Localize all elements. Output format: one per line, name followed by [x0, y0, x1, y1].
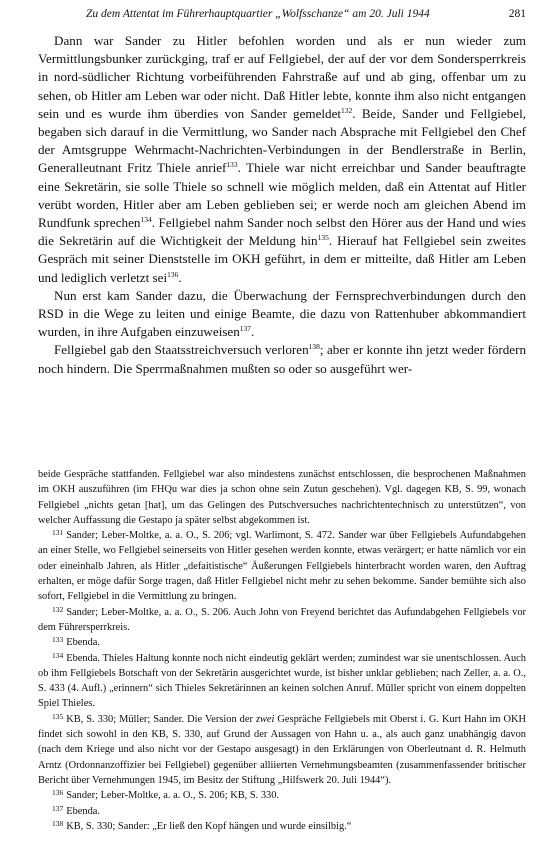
footnote-number: 132 [52, 604, 64, 614]
paragraph-1: Dann war Sander zu Hitler befohlen worden und als er nun wieder zum Vermittlungsbunker zurückging, traf er auf Fellgiebel, der auf der vor dem Sondersperrkreis in nord-südlicher Richtung vorbeiführenden Fahrstraße auf und ab ging, offenbar um zu sehen, ob Hitler am Leben war oder nicht. Daß Hitler lebte, konnte ihm also nicht entgangen sein und es wurde ihm überdies von Sander gemeldet$^{132}$. Beide, Sander und Fellgiebel, begaben sich darauf in die Vermittlung, wo Sander nach Absprache mit Fellgiebel den Chef der Amtsgruppe Wehrmacht-Nachrichten-Verbindungen in der Bendlerstraße in Berlin, Generalleutnant Fritz Thiele anrief$^{133}$. Thiele war nicht erreichbar und Sander beauftragte eine Sekretärin, sie solle Thiele so schnell wie möglich melden, daß ein Attentat auf Hitler verübt worden, Hitler aber am Leben geblieben sei; er werde noch am gleichen Abend im Rundfunk sprechen$^{134}$. Fellgiebel nahm Sander noch selbst den Hörer aus der Hand und wies die Sekretärin auf die Wichtigkeit der Meldung hin$^{135}$. Hierauf hat Fellgiebel sein zweites Gespräch mit seiner Dienststelle im OKH geführt, in dem er mitteilte, daß Hitler am Leben und lediglich verletzt sei$^{136}$. [38, 33, 527, 285]
page-number: 281 [508, 8, 526, 20]
footnote-number: 136 [52, 788, 64, 798]
footnote-number: 135 [52, 711, 64, 721]
paragraph-3: Fellgiebel gab den Staatsstreichversuch verloren$^{138}$; aber er konnte ihn jetzt weder fördern noch hindern. Die Sperrmaßnahmen mußten so oder so ausgeführt wer- [38, 342, 526, 376]
paragraph-2: Nun erst kam Sander dazu, die Überwachung der Fernsprechverbindungen durch den RSD in die Wege zu leiten und einige Beamte, die dazu von Rattenhuber abkommandiert wurden, in ihre Aufgaben einzuweisen$^{137}$. [38, 287, 526, 340]
footnote-ref: 135 [317, 233, 329, 243]
footnote-ref: 136 [167, 269, 179, 279]
footnote-number: 137 [52, 803, 64, 813]
footnote-number: 131 [52, 528, 64, 538]
footnote-134: $^{134}$ Ebenda. Thieles Haltung konnte noch nicht eindeutig geklärt werden; zumindest war sie unentschlossen. Auch ob ihm Fellgiebels Botschaft von der Sekretärin ausgerichtet wurde, ist bisher unklar geblieben; nach Zeller, a. a. O., S. 433 (4. Aufl.) „erinnern“ sich Thieles Sekretärinnen an keinen solchen Anruf. Müller spricht von einem doppelten Spiel Thieles. [38, 650, 526, 710]
footnote-138: $^{138}$ KB, S. 330; Sander: „Er ließ den Kopf hängen und wurde einsilbig.“ [52, 818, 352, 832]
footnote-ref: 132 [341, 105, 353, 115]
footnote-ref: 138 [308, 342, 320, 352]
footnote-ref: 134 [140, 215, 152, 225]
footnote-132: $^{132}$ Sander; Leber-Moltke, a. a. O., S. 206. Auch John von Freyend berichtet das Aufundabgehen Fellgiebels vor dem Führersperrkreis. [38, 604, 526, 633]
running-title: Zu dem Attentat im Führerhauptquartier „Wolfsschanze“ am 20. Juli 1944 [86, 8, 430, 20]
running-header [36, 6, 526, 24]
footnote-131: $^{131}$ Sander; Leber-Moltke, a. a. O., S. 206; vgl. Warlimont, S. 472. Sander war über Fellgiebels Aufundabgehen an einer Stelle, wo Fellgiebel seinerseits von Hitler gesehen werden konnte, etwas verärgert; er hatte nämlich vor ein oder eineinhalb Jahren, als Hitler „defaitistische“ Äußerungen Fellgiebels hinterbracht worden waren, den Auftrag erhalten, er möge dafür Sorge tragen, daß Hitler Fellgiebel nicht mehr zu sehen bekomme. Sander bemühte sich also sofort, Fellgiebel in die Vermittlung zu bringen. [38, 528, 526, 603]
footnote-number: 138 [52, 818, 64, 828]
footnotes [38, 467, 526, 834]
footnote-number: 134 [52, 650, 64, 660]
footnote-ref: 133 [226, 160, 238, 170]
footnote-ref: 137 [239, 324, 252, 334]
footnote-number: 133 [52, 635, 64, 645]
footnote-133: $^{133}$ Ebenda. [52, 635, 101, 649]
footnote-137: $^{137}$ Ebenda. [52, 803, 101, 817]
main-text [38, 32, 526, 378]
footnote-136: $^{136}$ Sander; Leber-Moltke, a. a. O., S. 206; KB, S. 330. [52, 788, 280, 802]
footnote-135: $^{135}$ KB, S. 330; Müller; Sander. Die Version der zwei Gespräche Fellgiebels mit Oberst i. G. Kurt Hahn im OKH findet sich sowohl in den KB, S. 330, auf Grund der Aussagen von Hahn u. a., als auch ganz unabhängig davon (nach dem Kriege und also nicht vor der Gestapo ausgesagt) in den Erklärungen von Oberleutnant d. R. Helmuth Arntz (Ordonnanzoffizier bei Fellgiebel) gegenüber alliierten Vernehmungsbeamten (zusammenfassender britischer Bericht über Vernehmungen 1945, im Besitz der Stiftung „Hilfswerk 20. Juli 1944“). [38, 711, 526, 786]
footnote-carry: beide Gespräche stattfanden. Fellgiebel war also mindestens zunächst entschlossen, die besprochenen Maßnahmen im OKH auszuführen (im FHQu war dies ja schon ohne sein Zutun geschehen). Vgl. dagegen KB, S. 99, wonach Fellgiebel „nichts getan [hat], um das Gelingen des Putschversuches nachrichtentechnisch zu unterstützen“, von welcher Auffassung die Gestapo ja später selbst abgekommen ist. [38, 469, 526, 526]
